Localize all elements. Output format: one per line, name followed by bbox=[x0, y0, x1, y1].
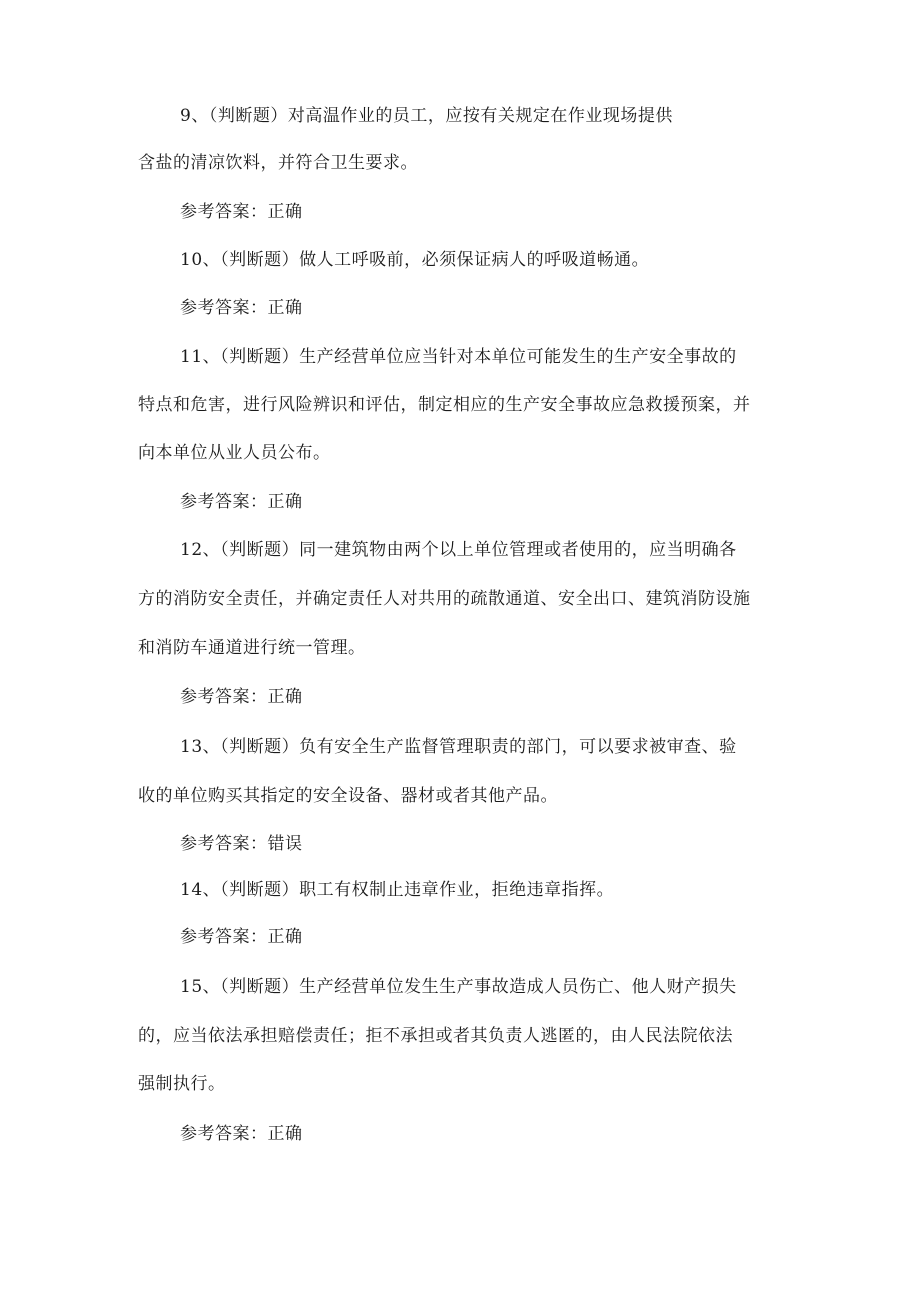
answer-15: 参考答案：正确 bbox=[180, 1124, 303, 1144]
question-10-line-1: 10、（判断题）做人工呼吸前，必须保证病人的呼吸道畅通。 bbox=[180, 250, 650, 270]
answer-14: 参考答案：正确 bbox=[180, 927, 303, 947]
question-11-line-2: 特点和危害，进行风险辨识和评估，制定相应的生产安全事故应急救援预案，并 bbox=[138, 395, 751, 415]
question-13-line-1: 13、（判断题）负有安全生产监督管理职责的部门，可以要求被审查、验 bbox=[180, 737, 737, 757]
question-12-line-1: 12、（判断题）同一建筑物由两个以上单位管理或者使用的，应当明确各 bbox=[180, 540, 737, 560]
question-11-line-1: 11、（判断题）生产经营单位应当针对本单位可能发生的生产安全事故的 bbox=[180, 347, 737, 367]
question-9-line-1: 9、（判断题）对高温作业的员工，应按有关规定在作业现场提供 bbox=[180, 106, 673, 126]
question-14-line-1: 14、（判断题）职工有权制止违章作业，拒绝违章指挥。 bbox=[180, 880, 615, 900]
question-13-line-2: 收的单位购买其指定的安全设备、器材或者其他产品。 bbox=[138, 786, 558, 806]
question-9-line-2: 含盐的清凉饮料，并符合卫生要求。 bbox=[138, 153, 418, 173]
answer-9: 参考答案：正确 bbox=[180, 202, 303, 222]
answer-13: 参考答案：错误 bbox=[180, 834, 303, 854]
question-15-line-1: 15、（判断题）生产经营单位发生生产事故造成人员伤亡、他人财产损失 bbox=[180, 977, 737, 997]
question-12-line-3: 和消防车通道进行统一管理。 bbox=[138, 638, 366, 658]
answer-12: 参考答案：正确 bbox=[180, 687, 303, 707]
question-15-line-2: 的，应当依法承担赔偿责任；拒不承担或者其负责人逃匿的，由人民法院依法 bbox=[138, 1026, 733, 1046]
question-15-line-3: 强制执行。 bbox=[138, 1074, 226, 1094]
answer-11: 参考答案：正确 bbox=[180, 492, 303, 512]
question-12-line-2: 方的消防安全责任，并确定责任人对共用的疏散通道、安全出口、建筑消防设施 bbox=[138, 589, 751, 609]
question-11-line-3: 向本单位从业人员公布。 bbox=[138, 443, 331, 463]
answer-10: 参考答案：正确 bbox=[180, 298, 303, 318]
